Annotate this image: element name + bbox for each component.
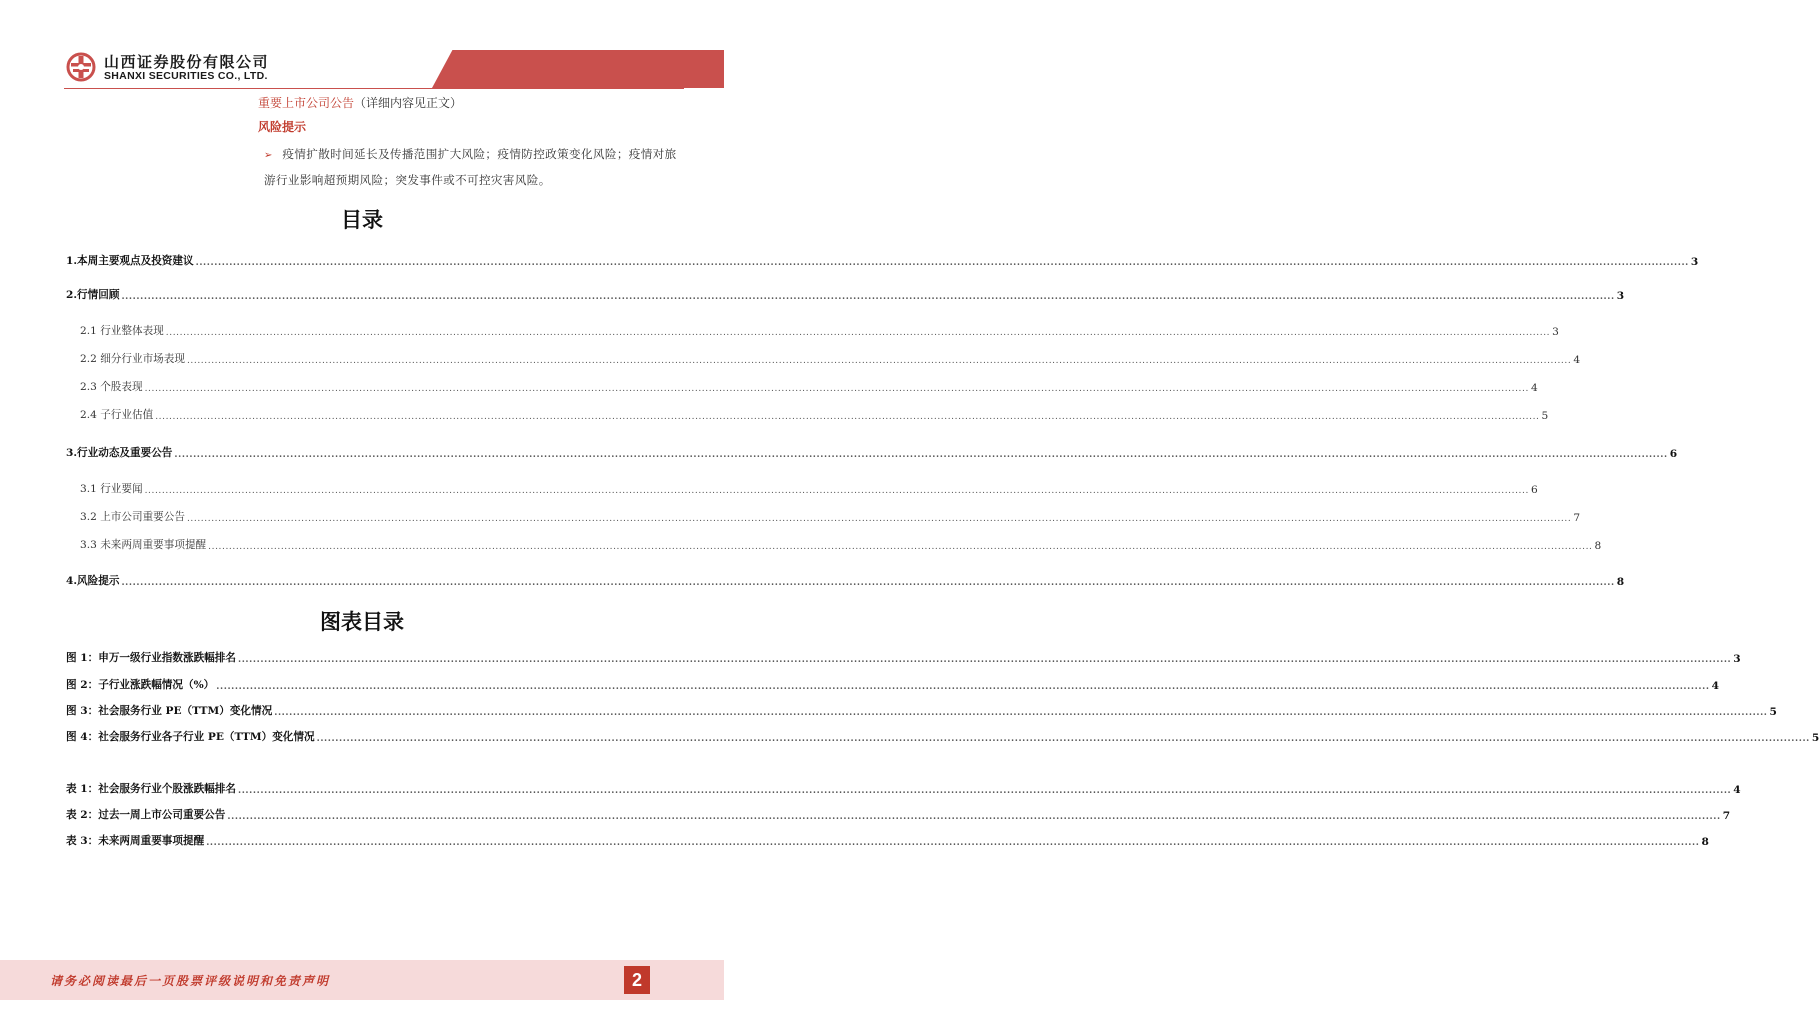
dot-leader: ................................................................................................................................................................................................................................................................................................................................................................................................................ xyxy=(195,258,1689,268)
toc-item-page: 7 xyxy=(1573,512,1581,524)
dot-leader: ................................................................................................................................................................................................................................................................................................................................................................................................................ xyxy=(208,542,1593,552)
figure-entry-label: 图 4：社会服务行业各子行业 PE（TTM）变化情况 xyxy=(66,731,315,743)
figure-entry-page: 4 xyxy=(1711,680,1719,692)
dot-leader: ................................................................................................................................................................................................................................................................................................................................................................................................................ xyxy=(186,514,1572,524)
header-divider xyxy=(64,88,684,89)
toc-item[interactable] xyxy=(66,572,1625,588)
figure-entry-page: 5 xyxy=(1811,732,1819,744)
dot-leader: ................................................................................................................................................................................................................................................................................................................................................................................................................ xyxy=(206,838,1700,848)
toc-subitem[interactable] xyxy=(80,536,1602,552)
dot-leader: ................................................................................................................................................................................................................................................................................................................................................................................................................ xyxy=(227,812,1721,822)
dot-leader: ................................................................................................................................................................................................................................................................................................................................................................................................................ xyxy=(237,655,1732,665)
report-type-banner xyxy=(432,50,724,88)
table-entry-page: 8 xyxy=(1701,836,1709,848)
dot-leader: ................................................................................................................................................................................................................................................................................................................................................................................................................ xyxy=(121,578,1615,588)
toc-item-label: 2.2 细分行业市场表现 xyxy=(80,353,185,365)
dot-leader: ................................................................................................................................................................................................................................................................................................................................................................................................................ xyxy=(144,486,1529,496)
toc-subitem[interactable] xyxy=(80,406,1549,422)
risk-paragraph xyxy=(264,142,684,192)
company-name-en: SHANXI SECURITIES CO., LTD. xyxy=(104,70,268,82)
table-entry-label: 表 1：社会服务行业个股涨跌幅排名 xyxy=(66,783,236,795)
toc-item-page: 3 xyxy=(1616,290,1625,302)
toc-subitem[interactable] xyxy=(80,350,1581,366)
toc-item-page: 8 xyxy=(1616,576,1625,588)
toc-subitem[interactable] xyxy=(80,508,1581,524)
figure-entry[interactable] xyxy=(66,728,1819,744)
page-footer xyxy=(0,960,724,1000)
dot-leader: ................................................................................................................................................................................................................................................................................................................................................................................................................ xyxy=(144,384,1529,394)
figures-toc-title: 图表目录 xyxy=(320,610,404,634)
toc-subitem[interactable] xyxy=(80,480,1538,496)
disclaimer-note: 请务必阅读最后一页股票评级说明和免责声明 xyxy=(50,974,331,988)
toc-item-page: 6 xyxy=(1669,448,1678,460)
toc-item-label: 1.本周主要观点及投资建议 xyxy=(66,255,194,267)
toc-title: 目录 xyxy=(341,208,383,232)
toc-item-label: 3.行业动态及重要公告 xyxy=(66,447,173,459)
figure-entry[interactable] xyxy=(66,649,1741,665)
toc-item-label: 3.3 未来两周重要事项提醒 xyxy=(80,539,207,551)
table-entry-page: 7 xyxy=(1722,810,1731,822)
dot-leader: ................................................................................................................................................................................................................................................................................................................................................................................................................ xyxy=(165,328,1551,338)
toc-item-label: 3.1 行业要闻 xyxy=(80,483,143,495)
toc-item-label: 2.1 行业整体表现 xyxy=(80,325,164,337)
figure-entry[interactable] xyxy=(66,676,1719,692)
toc-item-page: 3 xyxy=(1690,256,1699,268)
toc-item-page: 8 xyxy=(1594,540,1602,552)
toc-item-label: 4.风险提示 xyxy=(66,575,120,587)
toc-item-label: 2.3 个股表现 xyxy=(80,381,143,393)
table-entry-label: 表 3：未来两周重要事项提醒 xyxy=(66,835,205,847)
page-header xyxy=(0,0,724,92)
toc-item-page: 3 xyxy=(1552,326,1559,338)
dot-leader: ................................................................................................................................................................................................................................................................................................................................................................................................................ xyxy=(155,412,1540,422)
toc-item-label: 2.行情回顾 xyxy=(66,289,120,301)
figure-entry-page: 3 xyxy=(1733,653,1741,665)
figure-entry-page: 5 xyxy=(1769,706,1777,718)
announcement-note xyxy=(258,94,462,111)
dot-leader: ................................................................................................................................................................................................................................................................................................................................................................................................................ xyxy=(274,708,1768,718)
announcement-note-rest: （详细内容见正文） xyxy=(354,96,463,110)
figure-entry-label: 图 1：申万一级行业指数涨跌幅排名 xyxy=(66,652,236,664)
table-entry-page: 4 xyxy=(1733,784,1741,796)
risk-title: 风险提示 xyxy=(258,120,307,134)
company-name-cn: 山西证券股份有限公司 xyxy=(104,53,270,71)
figure-entry-label: 图 3：社会服务行业 PE（TTM）变化情况 xyxy=(66,705,273,717)
risk-text: 疫情扩散时间延长及传播范围扩大风险；疫情防控政策变化风险；疫情对旅游行业影响超预期风险；突发事件或不可控灾害风险。 xyxy=(264,147,677,187)
figure-entry[interactable] xyxy=(66,702,1777,718)
shanxi-securities-logo-icon xyxy=(66,52,96,82)
announcement-highlight: 重要上市公司公告 xyxy=(258,96,355,110)
toc-subitem[interactable] xyxy=(80,378,1538,394)
toc-item[interactable] xyxy=(66,444,1678,460)
page-number: 2 xyxy=(624,966,650,994)
toc-item[interactable] xyxy=(66,252,1699,268)
dot-leader: ................................................................................................................................................................................................................................................................................................................................................................................................................ xyxy=(237,786,1732,796)
arrow-bullet-icon: ➢ xyxy=(264,150,273,161)
toc-item-page: 6 xyxy=(1530,484,1538,496)
dot-leader: ................................................................................................................................................................................................................................................................................................................................................................................................................ xyxy=(216,682,1710,692)
toc-item-page: 4 xyxy=(1530,382,1538,394)
toc-item-label: 2.4 子行业估值 xyxy=(80,409,154,421)
dot-leader: ................................................................................................................................................................................................................................................................................................................................................................................................................ xyxy=(186,356,1572,366)
toc-subitem[interactable] xyxy=(80,322,1559,338)
table-entry[interactable] xyxy=(66,806,1731,822)
dot-leader: ................................................................................................................................................................................................................................................................................................................................................................................................................ xyxy=(316,734,1810,744)
toc-item-page: 4 xyxy=(1573,354,1581,366)
table-entry[interactable] xyxy=(66,832,1709,848)
table-entry-label: 表 2：过去一周上市公司重要公告 xyxy=(66,809,226,821)
figure-entry-label: 图 2：子行业涨跌幅情况（%） xyxy=(66,679,215,691)
dot-leader: ................................................................................................................................................................................................................................................................................................................................................................................................................ xyxy=(121,292,1615,302)
table-entry[interactable] xyxy=(66,780,1741,796)
toc-item-label: 3.2 上市公司重要公告 xyxy=(80,511,185,523)
toc-item[interactable] xyxy=(66,286,1625,302)
toc-item-page: 5 xyxy=(1541,410,1549,422)
report-type-label: 证券研究报告：行业研究/定期报告 xyxy=(475,16,668,31)
dot-leader: ................................................................................................................................................................................................................................................................................................................................................................................................................ xyxy=(174,450,1668,460)
